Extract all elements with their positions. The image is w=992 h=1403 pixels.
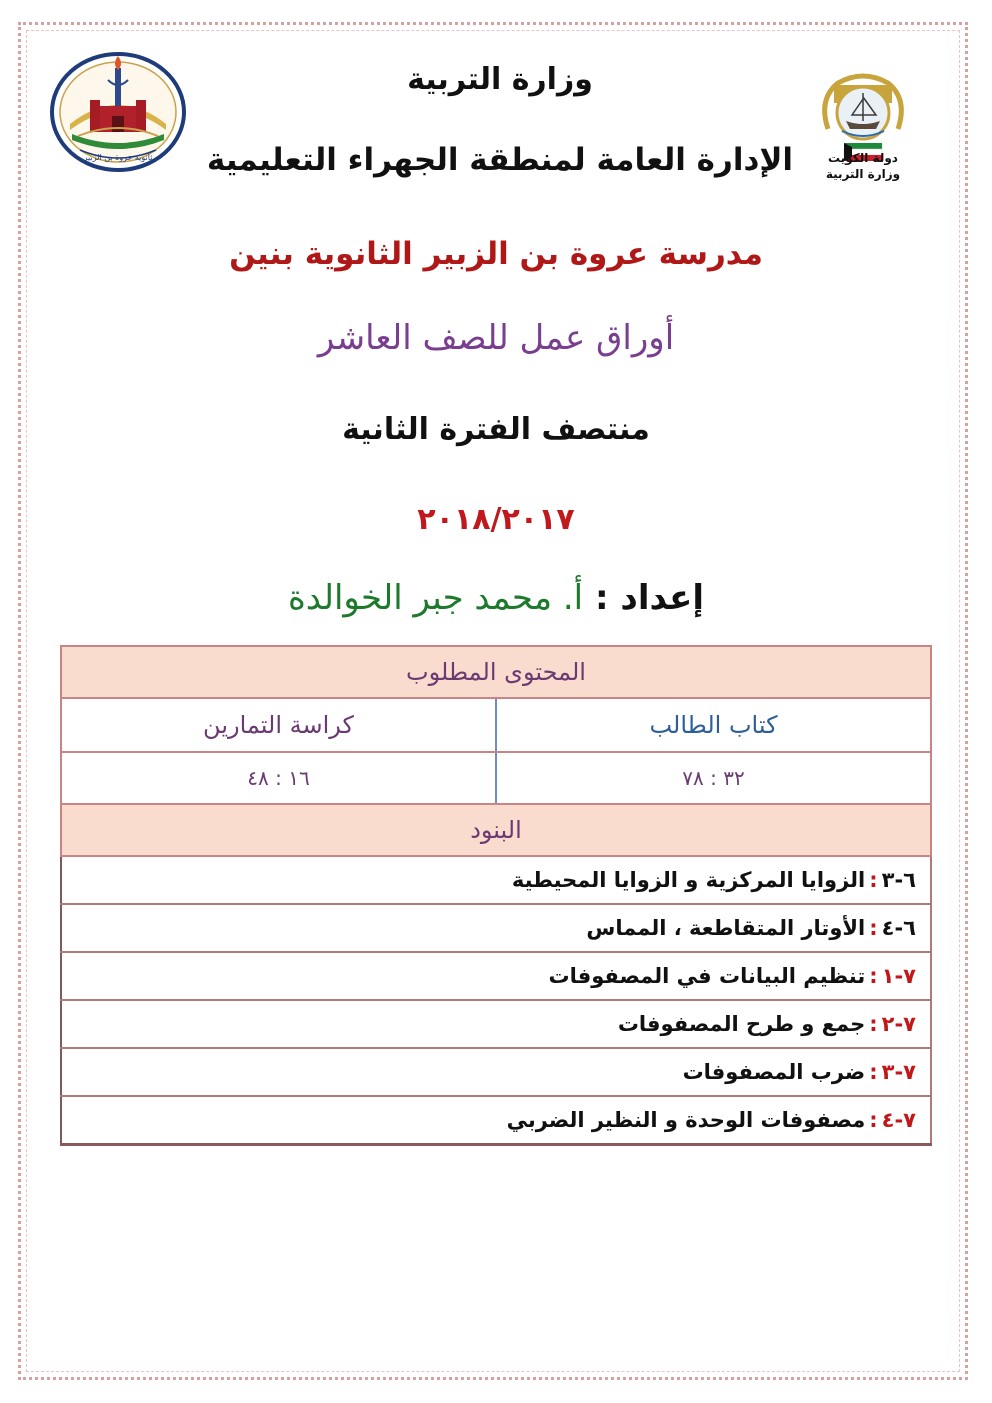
worksheet-subtitle: أوراق عمل للصف العاشر <box>317 318 675 358</box>
lesson-title: الأوتار المتقاطعة ، المماس <box>586 916 866 940</box>
lesson-sep: : <box>869 1012 878 1036</box>
workbook-label: كراسة التمارين <box>61 698 496 752</box>
svg-text:ثانوية عروة بن الزبير: ثانوية عروة بن الزبير <box>83 153 153 162</box>
academic-year: ٢٠١٨/٢٠١٧ <box>417 502 575 537</box>
teacher-name: أ. محمد جبر الخوالدة <box>287 578 584 618</box>
lesson-code: ٧-٤ <box>881 1107 916 1132</box>
pages-row <box>61 752 931 804</box>
prepared-by <box>0 578 992 618</box>
directorate-title: الإدارة العامة لمنطقة الجهراء التعليمية <box>206 142 794 178</box>
lesson-title: ضرب المصفوفات <box>682 1060 866 1084</box>
caption-country: دولة الكويت <box>828 151 898 165</box>
table-row <box>61 1048 931 1096</box>
lesson-item <box>61 952 931 1000</box>
table-row <box>61 952 931 1000</box>
lesson-code: ٧-٣ <box>881 1060 916 1084</box>
lesson-sep: : <box>869 916 878 940</box>
table-row <box>61 1000 931 1048</box>
lesson-code: ٦-٣ <box>881 868 916 892</box>
lesson-sep: : <box>869 1107 878 1132</box>
lesson-item <box>61 1048 931 1096</box>
lesson-title: تنظيم البيانات في المصفوفات <box>548 964 866 988</box>
workbook-pages: ١٦ : ٤٨ <box>61 752 496 804</box>
lesson-item <box>61 904 931 952</box>
prepared-separator: : <box>594 578 609 618</box>
period-title: منتصف الفترة الثانية <box>342 412 650 447</box>
required-content-header: المحتوى المطلوب <box>61 646 931 698</box>
lesson-sep: : <box>869 868 878 892</box>
lesson-title: مصفوفات الوحدة و النظير الضربي <box>506 1107 866 1132</box>
lesson-code: ٧-١ <box>881 964 916 988</box>
lesson-code: ٦-٤ <box>881 916 916 940</box>
lesson-title: الزوايا المركزية و الزوايا المحيطية <box>511 868 866 892</box>
caption-ministry: وزارة التربية <box>825 167 901 181</box>
required-content-row <box>61 646 931 698</box>
items-header: البنود <box>61 804 931 856</box>
lesson-code: ٧-٢ <box>881 1012 916 1036</box>
lesson-item <box>61 1096 931 1144</box>
lesson-item <box>61 1000 931 1048</box>
content-table <box>60 645 932 1146</box>
lesson-sep: : <box>869 1060 878 1084</box>
prepared-label: إعداد <box>620 578 705 618</box>
sources-row <box>61 698 931 752</box>
student-book-label: كتاب الطالب <box>496 698 931 752</box>
table-row <box>61 1096 931 1144</box>
lesson-title: جمع و طرح المصفوفات <box>617 1012 866 1036</box>
student-book-pages: ٣٢ : ٧٨ <box>496 752 931 804</box>
ministry-title: وزارة التربية <box>407 62 593 97</box>
items-header-row <box>61 804 931 856</box>
lesson-sep: : <box>869 964 878 988</box>
table-row <box>61 856 931 904</box>
school-name: مدرسة عروة بن الزبير الثانوية بنين <box>229 236 763 272</box>
table-row <box>61 904 931 952</box>
lesson-item <box>61 856 931 904</box>
